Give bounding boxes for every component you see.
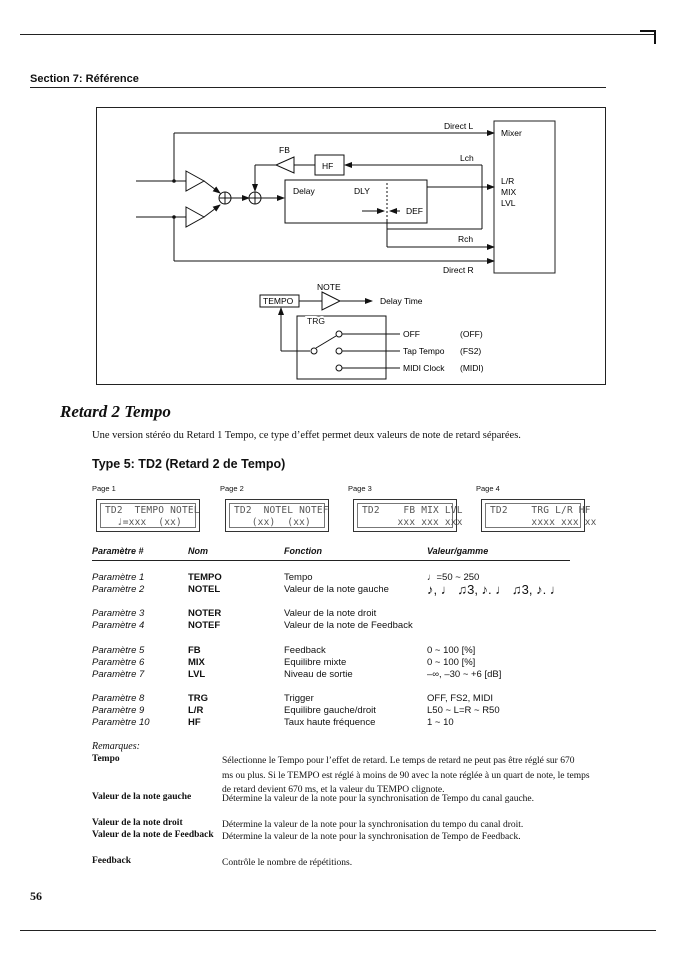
table-cell-function: Equilibre gauche/droit bbox=[284, 705, 376, 716]
intro-text: Une version stéréo du Retard 1 Tempo, ce type d’effet permet deux valeurs de note de retard séparées. bbox=[92, 430, 521, 441]
remark-term: Valeur de la note de Feedback bbox=[92, 830, 214, 840]
note-label: NOTE bbox=[317, 282, 341, 292]
input-amp-r bbox=[186, 207, 204, 227]
table-cell-function: Valeur de la note de Feedback bbox=[284, 620, 413, 631]
note-amp bbox=[322, 292, 340, 310]
table-cell-name: NOTER bbox=[188, 608, 222, 619]
remark-description: Détermine la valeur de la note pour la synchronisation de Tempo du canal gauche. bbox=[222, 794, 535, 804]
remark-description: Contrôle le nombre de répétitions. bbox=[222, 858, 353, 868]
lcd-page-3 bbox=[353, 499, 463, 532]
page-3-label: Page 3 bbox=[348, 484, 372, 493]
tempo-label: TEMPO bbox=[263, 296, 294, 306]
table-cell-param: Paramètre 3 bbox=[92, 608, 145, 619]
opt-midi-label: MIDI Clock bbox=[403, 363, 445, 373]
table-cell-function: Niveau de sortie bbox=[284, 669, 353, 680]
lcd-line: (xx) (xx) bbox=[234, 517, 311, 528]
table-cell-param: Paramètre 2 bbox=[92, 584, 145, 595]
table-header-rule bbox=[92, 560, 570, 561]
lcd-line: TD2 TEMPO NOTEL bbox=[105, 505, 200, 516]
table-cell-value: 1 ~ 10 bbox=[427, 717, 454, 728]
lcd-line: xxxx xxx xx bbox=[490, 517, 597, 528]
table-cell-value: ♪, ♩ ♫3, ♪. ♩ ♫3, ♪. ♩ bbox=[427, 582, 563, 597]
section-rule bbox=[30, 87, 606, 88]
delay-label: Delay bbox=[293, 186, 315, 196]
remarks-header: Remarques: bbox=[92, 741, 140, 752]
lcd-page-4 bbox=[481, 499, 597, 532]
table-cell-function: Valeur de la note gauche bbox=[284, 584, 389, 595]
opt-off-code: (OFF) bbox=[460, 329, 483, 339]
opt-off-label: OFF bbox=[403, 329, 420, 339]
page-2-label: Page 2 bbox=[220, 484, 244, 493]
section-heading: Retard 2 Tempo bbox=[60, 402, 171, 421]
hf-label: HF bbox=[322, 161, 334, 171]
lcd-page-1 bbox=[96, 499, 200, 532]
lcd-line: TD2 NOTEL NOTEF bbox=[234, 505, 329, 516]
table-cell-function: Taux haute fréquence bbox=[284, 717, 376, 728]
opt-tap-label: Tap Tempo bbox=[403, 346, 445, 356]
mixer-lr-label: L/R bbox=[501, 176, 515, 186]
table-cell-function: Feedback bbox=[284, 645, 326, 656]
top-rule bbox=[20, 34, 656, 35]
table-cell-value: ♩=50 ~ 250 bbox=[427, 572, 480, 583]
table-cell-name: L/R bbox=[188, 705, 204, 716]
table-cell-param: Paramètre 10 bbox=[92, 717, 150, 728]
mixer-box bbox=[494, 121, 555, 273]
table-cell-param: Paramètre 1 bbox=[92, 572, 145, 583]
remark-term: Valeur de la note gauche bbox=[92, 792, 192, 802]
corner-mark bbox=[640, 30, 656, 44]
remark-term: Valeur de la note droit bbox=[92, 818, 183, 828]
table-cell-name: HF bbox=[188, 717, 201, 728]
remark-description: de retard devient 670 ms, et la valeur du TEMPO clignote. bbox=[222, 785, 445, 795]
table-header-function: Fonction bbox=[284, 546, 322, 556]
lcd-line: TD2 FB MIX LVL bbox=[362, 505, 463, 516]
lcd-line: TD2 TRG L/R HF bbox=[490, 505, 591, 516]
table-cell-name: TRG bbox=[188, 693, 209, 704]
table-cell-name: LVL bbox=[188, 669, 206, 680]
table-cell-value: –∞, –30 ~ +6 [dB] bbox=[427, 669, 502, 680]
table-cell-param: Paramètre 6 bbox=[92, 657, 145, 668]
mixer-mix-label: MIX bbox=[501, 187, 517, 197]
fb-amp bbox=[276, 157, 294, 173]
table-cell-param: Paramètre 8 bbox=[92, 693, 145, 704]
table-header-value: Valeur/gamme bbox=[427, 546, 489, 556]
lch-label: Lch bbox=[460, 153, 474, 163]
signal-flow-diagram bbox=[96, 107, 606, 385]
remark-description: Détermine la valeur de la note pour la synchronisation du tempo du canal droit. bbox=[222, 820, 524, 830]
lcd-line: ♩=xxx (xx) bbox=[105, 517, 182, 528]
lcd-line: xxx xxx xxx bbox=[362, 517, 463, 528]
table-cell-name: NOTEF bbox=[188, 620, 221, 631]
table-cell-value: L50 ~ L=R ~ R50 bbox=[427, 705, 500, 716]
table-cell-function: Trigger bbox=[284, 693, 314, 704]
table-cell-value: 0 ~ 100 [%] bbox=[427, 657, 476, 668]
rch-label: Rch bbox=[458, 234, 474, 244]
table-cell-param: Paramètre 5 bbox=[92, 645, 145, 656]
table-cell-value: 0 ~ 100 [%] bbox=[427, 645, 476, 656]
table-cell-function: Tempo bbox=[284, 572, 313, 583]
bottom-rule bbox=[20, 930, 656, 931]
def-label: DEF bbox=[406, 206, 423, 216]
table-cell-name: NOTEL bbox=[188, 584, 221, 595]
table-cell-param: Paramètre 4 bbox=[92, 620, 145, 631]
table-cell-function: Equilibre mixte bbox=[284, 657, 347, 668]
remark-term: Tempo bbox=[92, 754, 120, 764]
table-cell-param: Paramètre 9 bbox=[92, 705, 145, 716]
table-header-name: Nom bbox=[188, 546, 208, 556]
table-cell-name: MIX bbox=[188, 657, 205, 668]
remark-description: ms ou plus. Si le TEMPO est réglé à moins de 90 avec la note réglée à un quart de note, le temps bbox=[222, 770, 590, 781]
remark-description: Détermine la valeur de la note pour la synchronisation de Tempo de Feedback. bbox=[222, 832, 521, 842]
remark-description: Sélectionne le Tempo pour l’effet de retard. Le temps de retard ne peut pas être réglé sur 670 bbox=[222, 756, 575, 766]
mixer-label: Mixer bbox=[501, 128, 522, 138]
table-cell-name: FB bbox=[188, 645, 201, 656]
opt-midi-code: (MIDI) bbox=[460, 363, 484, 373]
type-title: Type 5: TD2 (Retard 2 de Tempo) bbox=[92, 457, 286, 471]
dly-label: DLY bbox=[354, 186, 370, 196]
table-cell-name: TEMPO bbox=[188, 572, 222, 583]
direct-r-label: Direct R bbox=[443, 265, 474, 275]
input-amp-l bbox=[186, 171, 204, 191]
table-cell-function: Valeur de la note droit bbox=[284, 608, 377, 619]
table-cell-param: Paramètre 7 bbox=[92, 669, 145, 680]
mixer-lvl-label: LVL bbox=[501, 198, 516, 208]
page-number: 56 bbox=[30, 889, 42, 903]
fb-label: FB bbox=[279, 145, 290, 155]
trg-label: TRG bbox=[307, 316, 325, 326]
direct-l-label: Direct L bbox=[444, 121, 474, 131]
page-1-label: Page 1 bbox=[92, 484, 116, 493]
lcd-page-2 bbox=[225, 499, 329, 532]
table-header-param: Paramètre # bbox=[92, 546, 144, 556]
page-4-label: Page 4 bbox=[476, 484, 500, 493]
delay-time-label: Delay Time bbox=[380, 296, 423, 306]
diagram-frame bbox=[97, 108, 606, 385]
remark-term: Feedback bbox=[92, 856, 132, 866]
opt-tap-code: (FS2) bbox=[460, 346, 482, 356]
table-cell-value: OFF, FS2, MIDI bbox=[427, 693, 493, 704]
section-title: Section 7: Référence bbox=[30, 73, 139, 85]
